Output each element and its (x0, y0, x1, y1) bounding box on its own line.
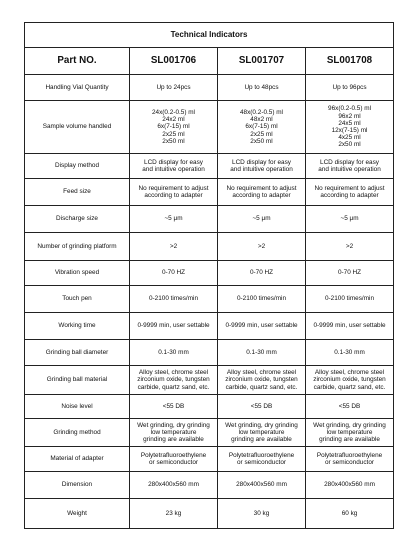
value-line: <55 DB (162, 402, 185, 410)
value-cell (306, 101, 394, 154)
table-row (25, 366, 394, 395)
value-line: 48x(0.2-0.5) ml (240, 108, 283, 116)
value-line: Up to 96pcs (332, 83, 367, 91)
value-cell (218, 313, 306, 340)
value-line: Up to 48pcs (244, 83, 279, 91)
table-row (25, 286, 394, 313)
value-line: 24x2 ml (162, 116, 185, 124)
table-row (25, 472, 394, 499)
value-line: ~5 μm (252, 215, 271, 223)
value-line: LCD display for easy (232, 158, 291, 166)
value-cell (306, 340, 394, 366)
value-cell (306, 233, 394, 261)
value-line: zirconium oxide, tungsten (137, 376, 210, 384)
table-row (25, 261, 394, 286)
value-cell (306, 472, 394, 499)
value-cell (130, 75, 218, 101)
value-line: 0-70 HZ (161, 269, 186, 277)
value-line: Polytetrafluoroethylene (316, 451, 383, 459)
row-label: Noise level (25, 395, 130, 419)
value-line: 48x2 ml (250, 116, 273, 124)
value-cell (218, 233, 306, 261)
value-line: zirconium oxide, tungsten (225, 376, 298, 384)
value-line: carbide, quartz sand, etc. (137, 383, 210, 391)
value-line: 0-9999 min, user settable (137, 322, 210, 330)
value-line: 0.1-30 mm (334, 348, 365, 356)
value-line: <55 DB (338, 402, 361, 410)
value-line: Alloy steel, chrome steel (314, 369, 385, 377)
row-label: Weight (25, 499, 130, 529)
value-line: 2x50 ml (162, 137, 185, 145)
value-line: low temperature (326, 428, 373, 436)
value-line: or semiconductor (324, 459, 375, 466)
row-label: Touch pen (25, 286, 130, 313)
value-line: <55 DB (250, 402, 273, 410)
value-cell (130, 313, 218, 340)
value-line: and intuitive operation (318, 166, 381, 173)
value-line: No requirement to adjust (314, 184, 385, 192)
value-line: 0-9999 min, user settable (313, 322, 386, 330)
row-label: Handling Vial Quantity (25, 75, 130, 101)
value-cell (130, 499, 218, 529)
value-line: >2 (257, 242, 266, 250)
value-line: according to adapter (144, 192, 203, 199)
value-line: low temperature (238, 428, 285, 436)
value-cell (306, 395, 394, 419)
value-line: 2x50 ml (250, 137, 273, 145)
value-line: No requirement to adjust (138, 184, 209, 192)
value-cell (306, 366, 394, 395)
value-cell (218, 206, 306, 233)
table-row (25, 447, 394, 472)
value-cell (218, 419, 306, 447)
model-header: SL001708 (306, 48, 394, 75)
value-cell (306, 499, 394, 529)
value-cell (306, 154, 394, 179)
value-cell (306, 447, 394, 472)
table-row (25, 154, 394, 179)
value-line: or semiconductor (148, 459, 199, 466)
row-label: Feed size (25, 179, 130, 206)
value-line: 0.1-30 mm (246, 348, 277, 356)
value-line: 280x400x560 mm (148, 481, 199, 489)
value-cell (218, 75, 306, 101)
value-line: 0-9999 min, user settable (225, 322, 298, 330)
value-line: grinding are available (231, 436, 292, 444)
table-row (25, 395, 394, 419)
value-cell (218, 179, 306, 206)
value-line: 96x(0.2-0.5) ml (328, 105, 371, 113)
value-line: 24x5 ml (338, 119, 361, 127)
value-line: ~5 μm (340, 215, 359, 223)
value-line: LCD display for easy (144, 158, 203, 166)
model-header: SL001707 (218, 48, 306, 75)
table-row (25, 179, 394, 206)
row-label: Display method (25, 154, 130, 179)
table-row (25, 313, 394, 340)
value-line: 6x(7-15) ml (245, 123, 278, 131)
value-line: Polytetrafluoroethylene (228, 451, 295, 459)
table-row (25, 499, 394, 529)
row-label: Grinding ball material (25, 366, 130, 395)
row-label: Vibration speed (25, 261, 130, 286)
value-cell (130, 261, 218, 286)
value-line: 30 kg (253, 509, 270, 517)
value-cell (306, 179, 394, 206)
row-label: Number of grinding platform (25, 233, 130, 261)
value-line: 4x25 ml (338, 134, 361, 142)
value-line: 96x2 ml (338, 112, 361, 120)
value-line: 0-2100 times/min (236, 295, 287, 303)
value-line: 23 kg (165, 509, 182, 517)
value-line: according to adapter (232, 192, 291, 199)
value-line: low temperature (150, 428, 197, 436)
row-label: Material of adapter (25, 447, 130, 472)
value-cell (306, 313, 394, 340)
value-cell (130, 340, 218, 366)
value-line: and intuitive operation (230, 166, 293, 173)
value-line: 0.1-30 mm (158, 348, 189, 356)
value-cell (218, 472, 306, 499)
value-cell (130, 419, 218, 447)
value-line: 2x25 ml (250, 130, 273, 138)
value-cell (130, 154, 218, 179)
value-cell (218, 499, 306, 529)
value-cell (306, 419, 394, 447)
value-line: 2x25 ml (162, 130, 185, 138)
technical-indicators-sheet (24, 22, 393, 529)
value-line: 24x(0.2-0.5) ml (152, 108, 195, 116)
value-cell (218, 366, 306, 395)
value-line: ~5 μm (164, 215, 183, 223)
value-cell (218, 340, 306, 366)
value-cell (218, 154, 306, 179)
value-line: Up to 24pcs (156, 83, 191, 91)
value-line: 12x(7-15) ml (331, 127, 368, 134)
value-line: grinding are available (143, 436, 204, 444)
value-cell (130, 395, 218, 419)
part-no-label: Part NO. (25, 48, 130, 75)
value-cell (218, 101, 306, 154)
table-title: Technical Indicators (25, 23, 394, 48)
row-label: Grinding ball diameter (25, 340, 130, 366)
value-line: 280x400x560 mm (236, 481, 287, 489)
value-cell (218, 395, 306, 419)
value-line: and intuitive operation (142, 166, 205, 173)
value-line: or semiconductor (236, 459, 287, 466)
value-line: 6x(7-15) ml (157, 123, 190, 131)
value-line: grinding are available (319, 436, 380, 444)
value-cell (130, 447, 218, 472)
value-line: No requirement to adjust (226, 184, 297, 192)
value-line: 0-2100 times/min (324, 295, 375, 303)
table-row (25, 101, 394, 154)
value-line: carbide, quartz sand, etc. (225, 383, 298, 391)
value-cell (306, 75, 394, 101)
value-line: Wet grinding, dry grinding (313, 421, 386, 429)
value-line: carbide, quartz sand, etc. (313, 383, 386, 391)
value-line: Wet grinding, dry grinding (225, 421, 298, 429)
table-row (25, 206, 394, 233)
value-cell (130, 472, 218, 499)
value-cell (218, 261, 306, 286)
value-line: Alloy steel, chrome steel (226, 369, 297, 377)
value-line: 0-2100 times/min (148, 295, 199, 303)
value-cell (306, 261, 394, 286)
value-line: 0-70 HZ (249, 269, 274, 277)
table-row (25, 233, 394, 261)
row-label: Working time (25, 313, 130, 340)
value-line: 2x50 ml (338, 141, 361, 149)
value-line: Wet grinding, dry grinding (137, 421, 210, 429)
value-line: >2 (169, 242, 178, 250)
header-row (25, 48, 394, 75)
value-cell (130, 101, 218, 154)
value-line: 280x400x560 mm (324, 481, 375, 489)
value-cell (130, 179, 218, 206)
table-row (25, 340, 394, 366)
table-row (25, 419, 394, 447)
row-label: Discharge size (25, 206, 130, 233)
value-cell (218, 447, 306, 472)
value-line: Polytetrafluoroethylene (140, 451, 207, 459)
row-label: Grinding method (25, 419, 130, 447)
value-cell (130, 366, 218, 395)
value-line: according to adapter (320, 192, 379, 199)
spec-table (24, 22, 394, 529)
row-label: Dimension (25, 472, 130, 499)
value-cell (130, 233, 218, 261)
value-cell (130, 286, 218, 313)
value-line: Alloy steel, chrome steel (138, 369, 209, 377)
value-line: 60 kg (341, 509, 358, 517)
value-cell (306, 206, 394, 233)
value-line: LCD display for easy (320, 158, 379, 166)
value-cell (218, 286, 306, 313)
value-line: 0-70 HZ (337, 269, 362, 277)
value-cell (306, 286, 394, 313)
model-header: SL001706 (130, 48, 218, 75)
value-line: >2 (345, 242, 354, 250)
row-label: Sample volume handled (25, 101, 130, 154)
table-row (25, 75, 394, 101)
value-line: zirconium oxide, tungsten (313, 376, 386, 384)
value-cell (130, 206, 218, 233)
